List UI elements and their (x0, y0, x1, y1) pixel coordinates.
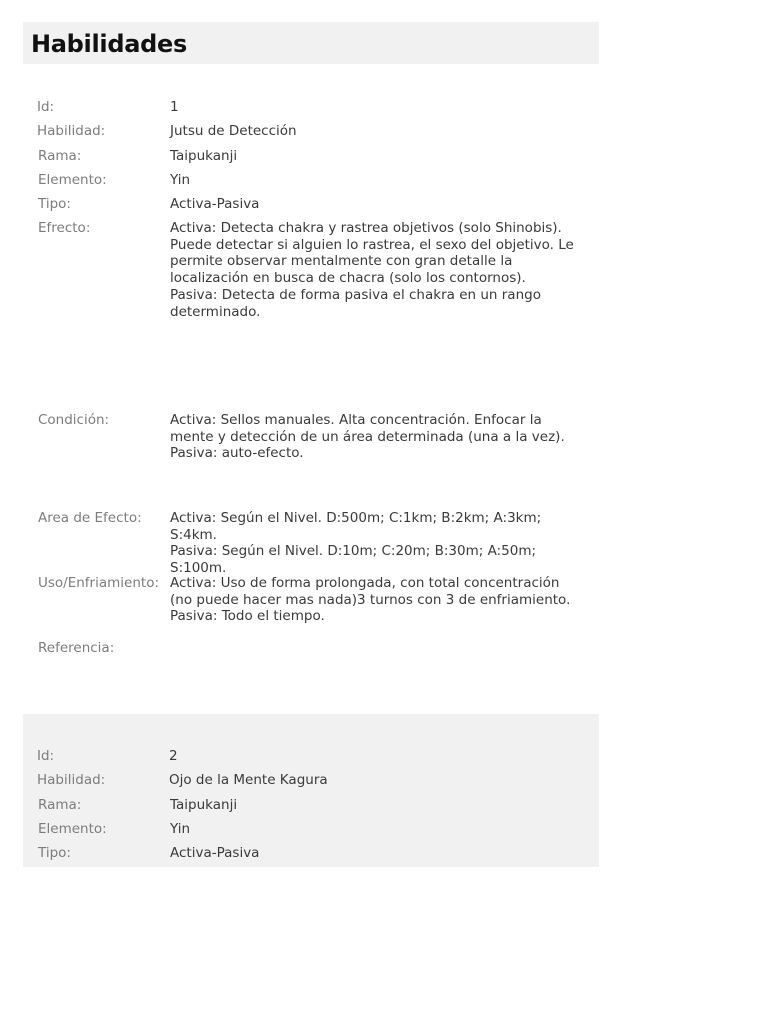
field-value-rama: Taipukanji (170, 797, 238, 813)
field-label-condicion: Condición: (38, 412, 110, 428)
field-label-elemento: Elemento: (38, 821, 107, 837)
field-label-uso-enfriamiento: Uso/Enfriamiento: (38, 575, 159, 591)
field-label-id: Id: (37, 748, 55, 764)
field-value-area-de-efecto: Activa: Según el Nivel. D:500m; C:1km; B:2km; A:3km; S:4km. Pasiva: Según el Nivel. D:10m; C:20m; B:30m; A:50m; S:100m. (170, 510, 542, 577)
field-label-referencia: Referencia: (38, 640, 115, 656)
field-value-efecto: Activa: Detecta chakra y rastrea objetivos (solo Shinobis). Puede detectar si alguien lo rastrea, el sexo del objetivo. Le permite observar mentalmente con gran detalle la localización en busca de chacra (solo los contornos). Pasiva: Detecta de forma pasiva el chakra en un rango determinado. (170, 220, 574, 320)
field-value-tipo: Activa-Pasiva (170, 845, 260, 861)
field-label-elemento: Elemento: (38, 172, 107, 188)
page-header (23, 22, 599, 64)
field-value-uso-enfriamiento: Activa: Uso de forma prolongada, con total concentración (no puede hacer mas nada)3 turnos con 3 de enfriamiento. Pasiva: Todo el tiempo. (170, 575, 571, 625)
field-label-area-de-efecto: Area de Efecto: (38, 510, 142, 526)
field-label-tipo: Tipo: (38, 196, 71, 212)
field-label-habilidad: Habilidad: (37, 772, 106, 788)
field-value-elemento: Yin (170, 821, 191, 837)
field-value-habilidad: Jutsu de Detección (170, 123, 297, 139)
field-label-efecto: Efrecto: (38, 220, 91, 236)
field-value-id: 2 (169, 748, 178, 764)
ability-record-2 (23, 714, 599, 867)
field-label-rama: Rama: (38, 797, 82, 813)
field-value-condicion: Activa: Sellos manuales. Alta concentración. Enfocar la mente y detección de un área determinada (una a la vez). Pasiva: auto-efecto. (170, 412, 565, 462)
field-value-tipo: Activa-Pasiva (170, 196, 260, 212)
field-value-elemento: Yin (170, 172, 191, 188)
field-value-rama: Taipukanji (170, 148, 238, 164)
field-value-habilidad: Ojo de la Mente Kagura (169, 772, 328, 788)
page-title: Habilidades (31, 30, 187, 58)
field-label-tipo: Tipo: (38, 845, 71, 861)
field-value-id: 1 (170, 99, 179, 115)
field-label-rama: Rama: (38, 148, 82, 164)
field-label-habilidad: Habilidad: (37, 123, 106, 139)
field-label-id: Id: (37, 99, 55, 115)
